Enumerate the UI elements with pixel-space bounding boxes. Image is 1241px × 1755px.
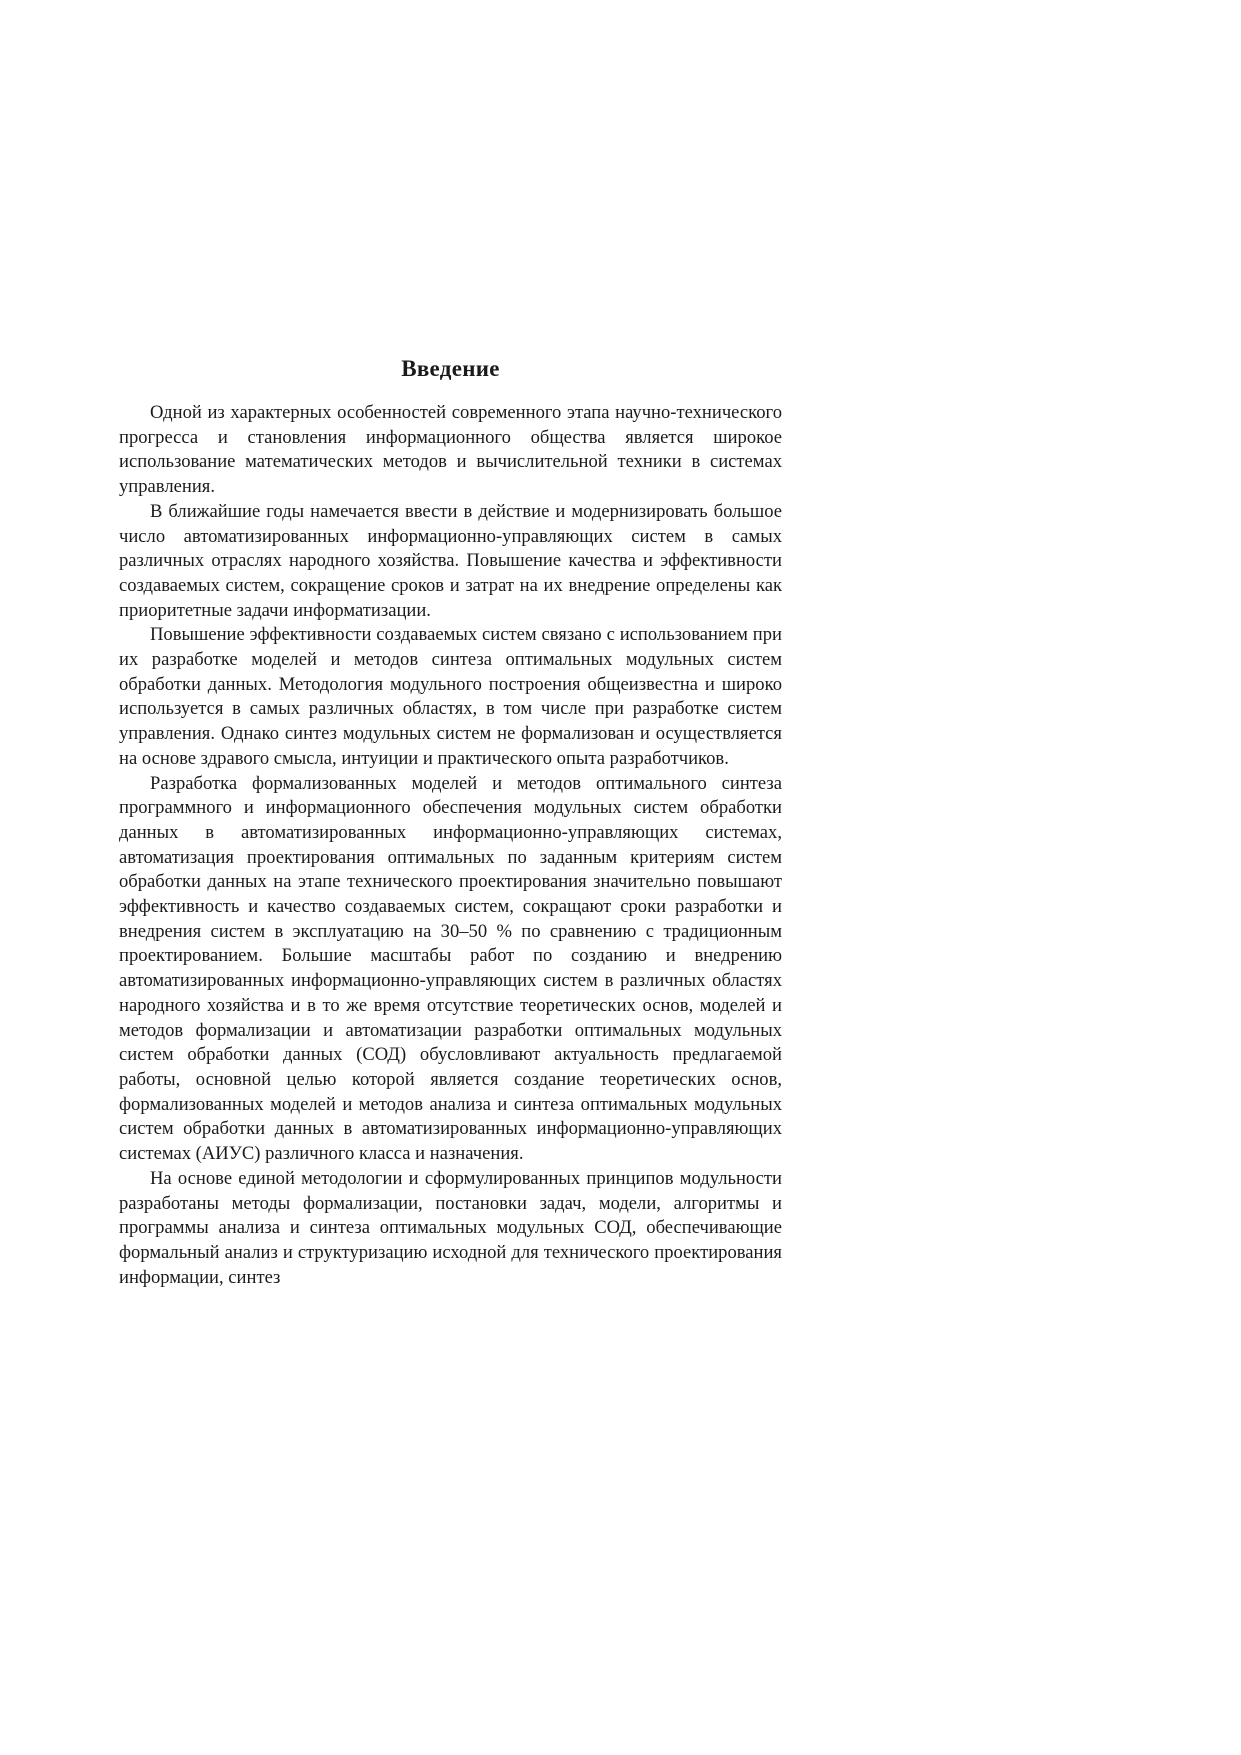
- paragraph-2: В ближайшие годы намечается ввести в действие и модернизировать большое число автоматизированных информационно-управляющих систем в самых различных отраслях народного хозяйства. Повышение качества и эффективности создаваемых систем, сокращение сроков и затрат на их внедрение определены как приоритетные задачи информатизации.: [119, 500, 782, 621]
- paragraph-1: Одной из характерных особенностей современного этапа научно-технического прогресса и становления информационного общества является широкое использование математических методов и вычислительной техники в системах управления.: [119, 402, 782, 498]
- paragraph-4: Разработка формализованных моделей и методов оптимального синтеза программного и информационного обеспечения модульных систем обработки данных в автоматизированных информационно-управляющих системах, автоматизация проектирования оптимальных по заданным критериям систем обработки данных на этапе технического проектирования значительно повышают эффективность и качество создаваемых систем, сокращают сроки разработки и внедрения систем в эксплуатацию на 30–50 % по сравнению с традиционным проектированием. Большие масштабы работ по созданию и внедрению автоматизированных информационно-управляющих систем в различных областях народного хозяйства и в то же время отсутствие теоретических основ, моделей и методов формализации и автоматизации разработки оптимальных модульных систем обработки данных (СОД) обусловливают актуальность предлагаемой работы, основной целью которой является создание теоретических основ, формализованных моделей и методов анализа и синтеза оптимальных модульных систем обработки данных в автоматизированных информационно-управляющих системах (АИУС) различного класса и назначения.: [119, 772, 782, 1165]
- paragraph-3: Повышение эффективности создаваемых систем связано с использованием при их разработке моделей и методов синтеза оптимальных модульных систем обработки данных. Методология модульного построения общеизвестна и широко используется в самых различных областях, в том числе при разработке систем управления. Однако синтез модульных систем не формализован и осуществляется на основе здравого смысла, интуиции и практического опыта разработчиков.: [119, 624, 782, 769]
- section-title: Введение: [401, 356, 500, 381]
- document-body: [119, 354, 782, 1290]
- paragraph-5: На основе единой методологии и сформулированных принципов модульности разработаны методы формализации, постановки задач, модели, алгоритмы и программы анализа и синтеза оптимальных модульных СОД, обеспечивающие формальный анализ и структуризацию исходной для технического проектирования информации, синтез: [119, 1167, 782, 1288]
